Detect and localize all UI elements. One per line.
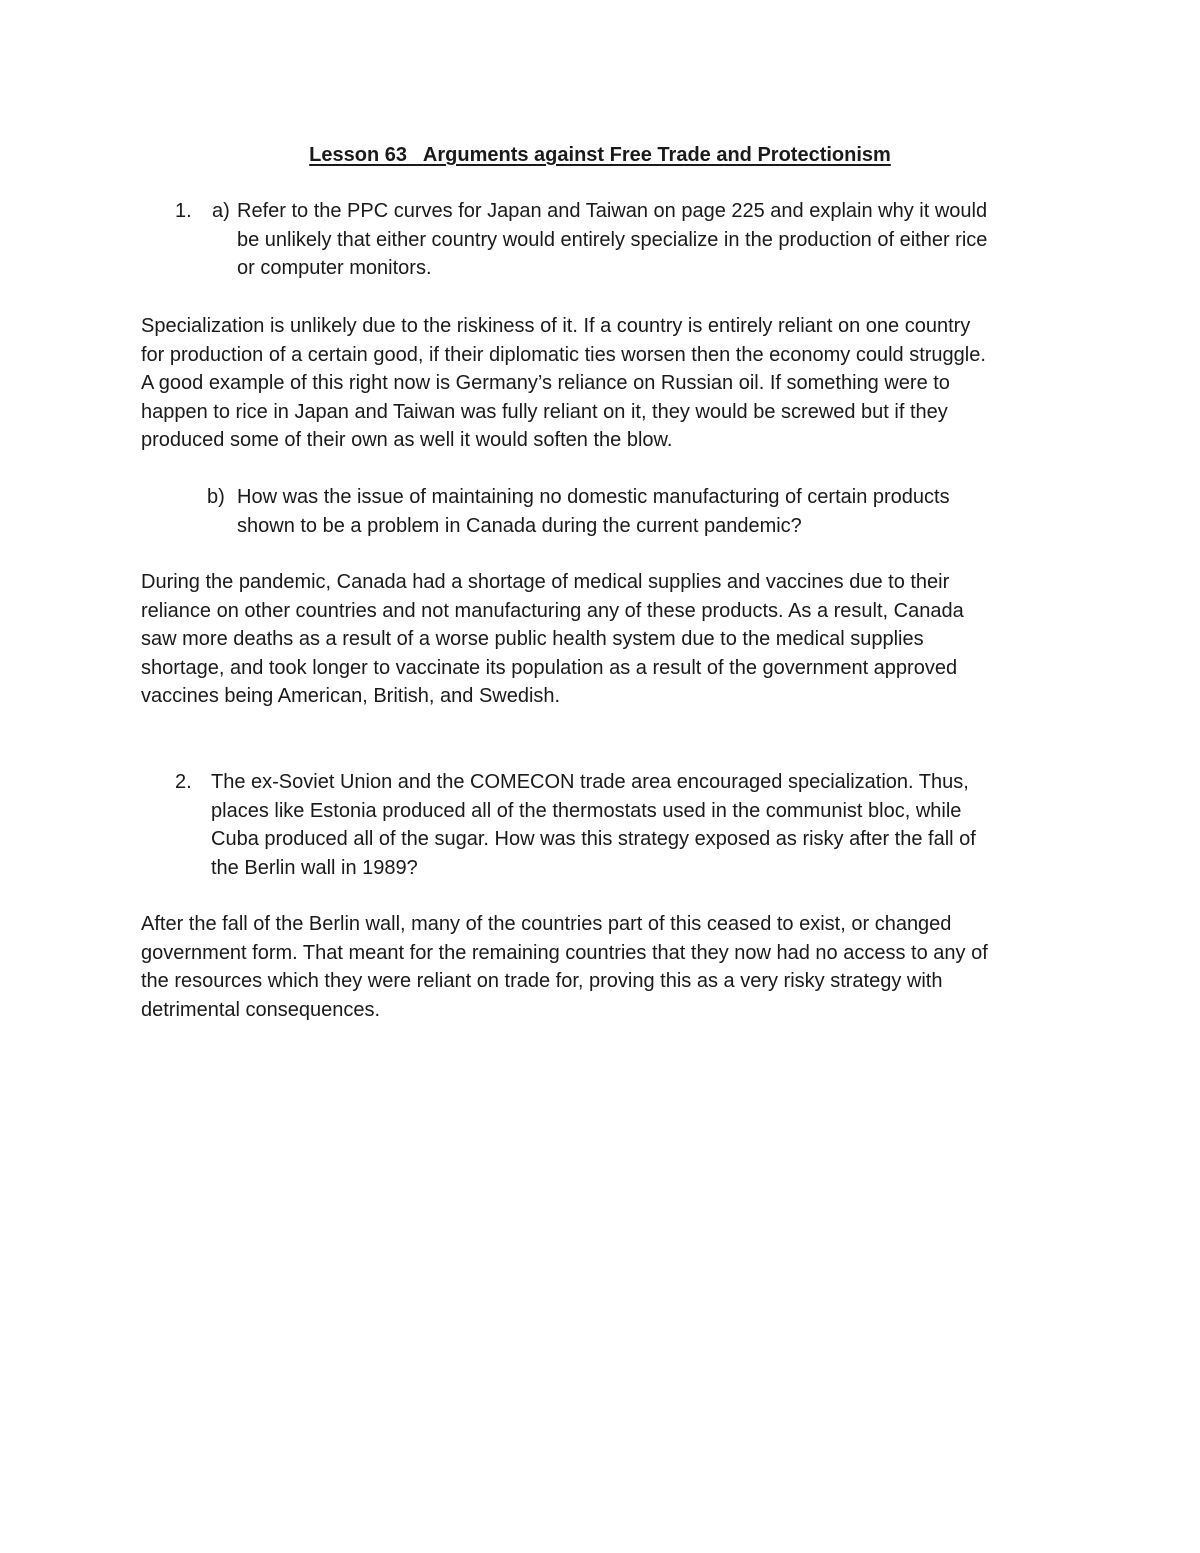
answer-line: Specialization is unlikely due to the riskiness of it. If a country is entirely reliant on one country	[141, 315, 971, 337]
question-line: places like Estonia produced all of the thermostats used in the communist bloc, while	[211, 799, 962, 822]
answer-line: A good example of this right now is Germany’s reliance on Russian oil. If something were to	[141, 372, 950, 395]
question-line: shown to be a problem in Canada during the current pandemic?	[237, 514, 802, 537]
question-part-label: a)	[212, 200, 230, 222]
answer-line: produced some of their own as well it would soften the blow.	[141, 429, 673, 452]
question-number: 1.	[175, 200, 192, 222]
answer-1b	[141, 568, 1066, 711]
question-1b	[207, 483, 1067, 543]
question-line: Refer to the PPC curves for Japan and Taiwan on page 225 and explain why it would	[237, 200, 988, 222]
answer-line: detrimental consequences.	[141, 998, 381, 1021]
question-text	[211, 768, 976, 882]
question-line: Cuba produced all of the sugar. How was this strategy exposed as risky after the fall of	[211, 828, 976, 851]
answer-line: shortage, and took longer to vaccinate its population as a result of the government approved	[141, 656, 958, 679]
answer-line: During the pandemic, Canada had a shortage of medical supplies and vaccines due to their	[141, 571, 950, 593]
question-part-label: b)	[207, 486, 225, 508]
question-line: or computer monitors.	[237, 257, 432, 280]
answer-line: saw more deaths as a result of a worse public health system due to the medical supplies	[141, 628, 924, 651]
answer-line: After the fall of the Berlin wall, many of the countries part of this ceased to exist, or changed	[141, 913, 952, 935]
answer-line: the resources which they were reliant on trade for, proving this as a very risky strategy with	[141, 970, 943, 993]
question-line: How was the issue of maintaining no domestic manufacturing of certain products	[237, 486, 950, 508]
page-title: Lesson 63 Arguments against Free Trade and Protectionism	[309, 144, 891, 166]
answer-line: reliance on other countries and not manufacturing any of these products. As a result, Canada	[141, 599, 964, 622]
question-number: 2.	[175, 771, 192, 793]
question-2	[175, 768, 1075, 888]
question-line: the Berlin wall in 1989?	[211, 856, 418, 879]
question-text	[237, 197, 987, 283]
question-text	[237, 483, 950, 540]
answer-1a	[141, 312, 1066, 455]
answer-line: vaccines being American, British, and Swedish.	[141, 685, 561, 708]
question-line: be unlikely that either country would entirely specialize in the production of either rice	[237, 228, 988, 251]
answer-line: government form. That meant for the remaining countries that they now had no access to any of	[141, 941, 988, 964]
question-1a	[175, 197, 1075, 287]
answer-2	[141, 910, 1066, 1024]
answer-line: happen to rice in Japan and Taiwan was fully reliant on it, they would be screwed but if they	[141, 400, 948, 423]
question-line: The ex-Soviet Union and the COMECON trade area encouraged specialization. Thus,	[211, 771, 969, 793]
answer-line: for production of a certain good, if their diplomatic ties worsen then the economy could struggle.	[141, 343, 986, 366]
